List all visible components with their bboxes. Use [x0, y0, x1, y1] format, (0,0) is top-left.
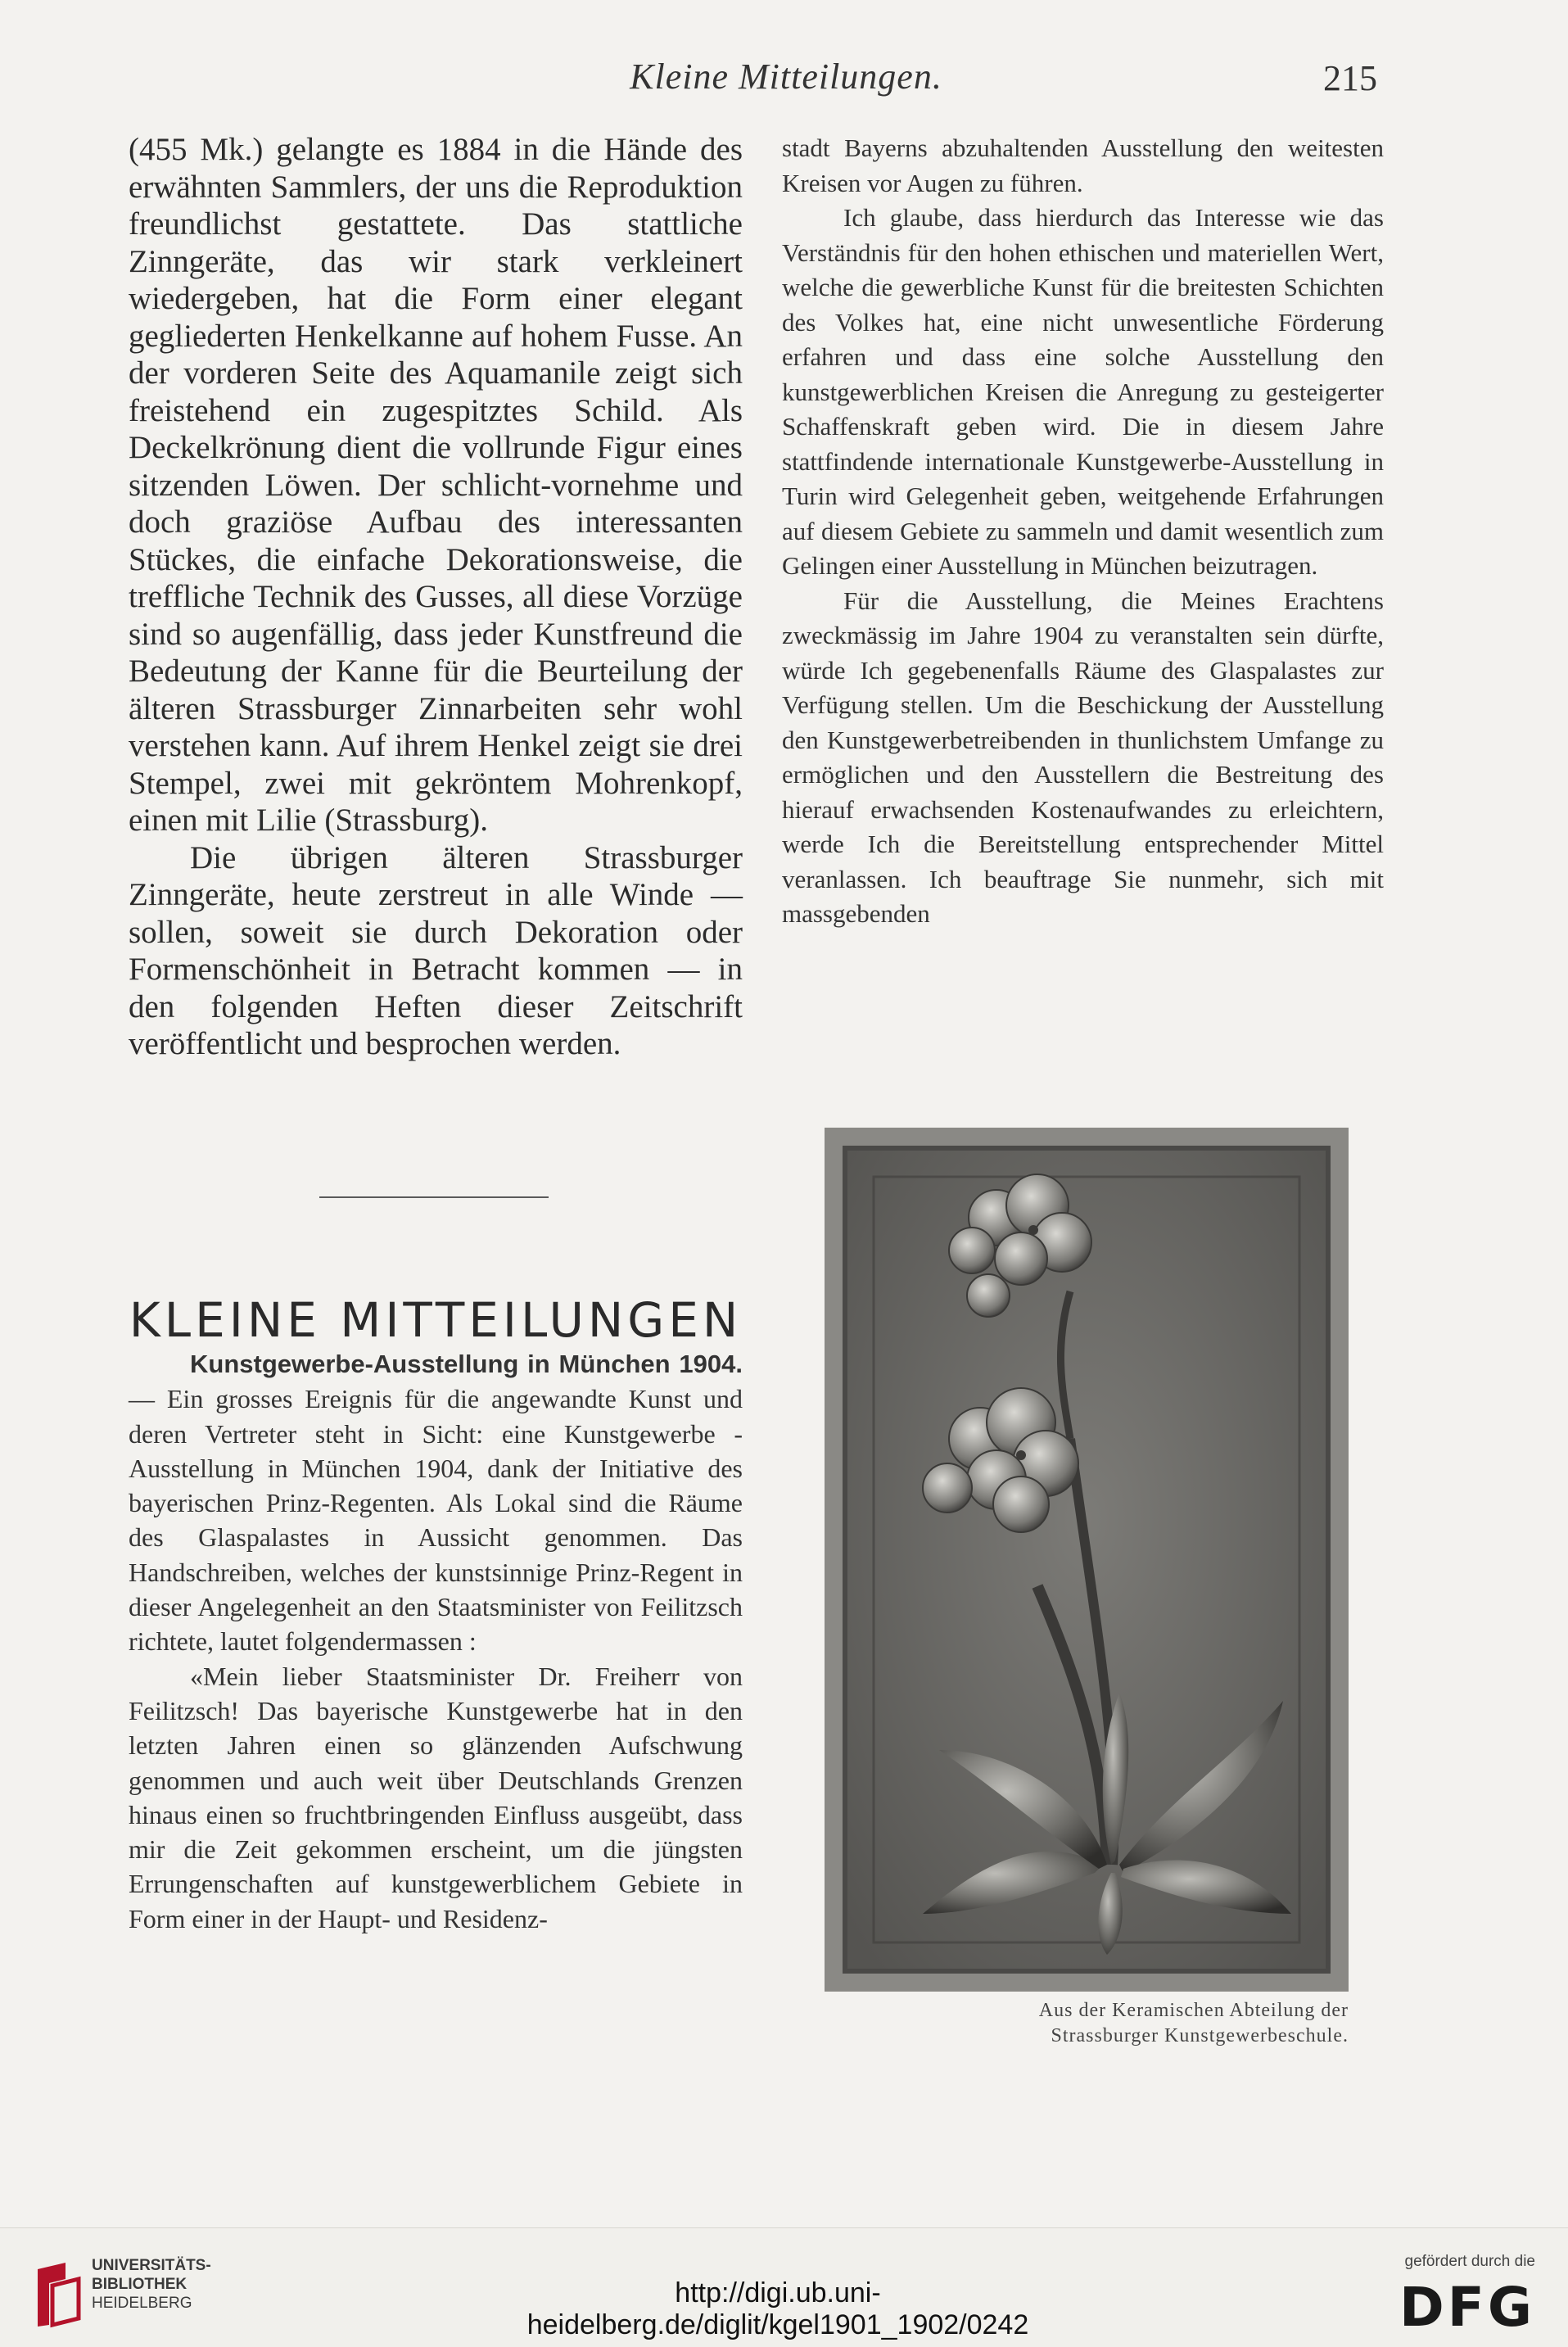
page-number: 215: [1323, 58, 1377, 98]
digitization-footer: [0, 2227, 1568, 2347]
right-paragraph: stadt Bayerns abzuhaltenden Ausstellung den weitesten Kreisen vor Augen zu führen.: [782, 133, 1384, 197]
left-column: [129, 131, 743, 1063]
right-paragraph: Für die Ausstellung, die Meines Erachtens zweckmässig im Jahre 1904 zu veranstalten sein dürfte, würde Ich gegebenenfalls Räume des Glaspalastes zur Verfügung stellen. Um die Beschickung der Ausstellung den Kunstgewerbetreibenden in thunlichstem Umfange zu ermöglichen und den Ausstellern die Bestreitung des hierauf erwachsenden Kostenaufwandes zu erleichtern, werde Ich die Bereitstellung entsprechender Mittel veranlassen. Ich beauftrage Sie nunmehr, sich mit massgebenden: [782, 586, 1384, 928]
library-name-line: HEIDELBERG: [92, 2295, 192, 2312]
section-divider: [319, 1196, 549, 1198]
left-paragraph: Die übrigen älteren Strassburger Zinngeräte, heute zerstreut in alle Winde — sollen, soweit sie durch Dekoration oder Formenschönheit in Betracht kommen — in den folgenden Heften dieser Zeitschrift veröffentlicht und besprochen werden.: [129, 839, 743, 1061]
section-heading: KLEINE MITTEILUNGEN: [129, 1292, 743, 1349]
news-lead: Kunstgewerbe-Ausstellung in München 1904.: [190, 1350, 743, 1378]
funded-by-label: gefördert durch die: [1404, 2253, 1535, 2270]
caption-line: Strassburger Kunstgewerbeschule.: [1051, 2025, 1349, 2046]
library-logo-icon: [33, 2261, 84, 2328]
left-paragraph: (455 Mk.) gelangte es 1884 in die Hände des erwähnten Sammlers, der uns die Reproduktion freundlichst gestattete. Das stattliche Zinngeräte, das wir stark verkleinert wiedergeben, hat die Form einer elegant gegliederten Henkelkanne auf hohem Fusse. An der vorderen Seite des Aquamanile zeigt sich freistehend ein zugespitztes Schild. Als Deckelkrönung dient die vollrunde Figur eines sitzenden Löwen. Der schlicht-vornehme und doch graziöse Aufbau des interessanten Stückes, die einfache Dekorationsweise, die treffliche Technik des Gusses, all diese Vorzüge sind so augenfällig, dass jeder Kunstfreund die Bedeutung der Kanne für die Beurteilung der älteren Strassburger Zinnarbeiten sehr wohl verstehen kann. Auf ihrem Henkel zeigt sie drei Stempel, zwei mit gekröntem Mohrenkopf, einen mit Lilie (Strassburg).: [129, 132, 743, 838]
news-column: [129, 1346, 743, 1936]
caption-line: Aus der Keramischen Abteilung der: [1038, 2000, 1349, 2021]
right-column: [782, 131, 1384, 932]
running-title: Kleine Mitteilungen.: [630, 57, 942, 97]
relief-tile-image: [825, 1128, 1349, 1992]
primrose-relief-illustration: [825, 1128, 1349, 1992]
news-paragraph: [129, 1346, 743, 1659]
library-name-line: UNIVERSITÄTS-: [92, 2257, 211, 2274]
library-name-line: BIBLIOTHEK: [92, 2276, 188, 2293]
right-paragraph: Ich glaube, dass hierdurch das Interesse wie das Verständnis für den hohen ethischen und materiellen Wert, welche die gewerbliche Kunst für die breitesten Schichten des Volkes hat, eine nicht unwesentliche Förderung erfahren und dass eine solche Ausstellung den kunstgewerblichen Kreisen die Anregung zu gesteigerter Schaffenskraft geben wird. Die in diesem Jahre stattfindende internationale Kunstgewerbe-Ausstellung in Turin wird Gelegenheit geben, weitgehende Erfahrungen auf diesem Gebiete zu sammeln und damit wesentlich zum Gelingen einer Ausstellung in München beizutragen.: [782, 203, 1384, 580]
news-text: — Ein grosses Ereignis für die angewandte Kunst und deren Vertreter steht in Sicht: eine Kunstgewerbe - Ausstellung in München 1904, dank der Initiative des bayerischen Prinz-Regenten. Als Lokal sind die Räume des Glaspalastes in Aussicht genommen. Das Handschreiben, welches der kunstsinnige Prinz-Regent in dieser Angelegenheit an den Staatsminister von Feilitzsch richtete, lautet folgendermassen :: [129, 1384, 743, 1657]
figure-caption: [825, 1998, 1349, 2049]
library-name: [92, 2256, 211, 2313]
permalink-url[interactable]: http://digi.ub.uni-heidelberg.de/diglit/kgel1901_1902/0242: [526, 2277, 1029, 2340]
running-head: [0, 56, 1568, 105]
news-paragraph: «Mein lieber Staatsminister Dr. Freiherr von Feilitzsch! Das bayerische Kunstgewerbe hat in den letzten Jahren einen so glänzenden Aufschwung genommen und auch weit über Deutschlands Grenzen hinaus einen so fruchtbringenden Einfluss ausgeübt, dass mir die Zeit gekommen erscheint, um die jüngsten Errungenschaften auf kunstgewerblichem Gebiete in Form einer in der Haupt- und Residenz-: [129, 1661, 743, 1933]
dfg-logo: DFG: [1399, 2276, 1535, 2339]
